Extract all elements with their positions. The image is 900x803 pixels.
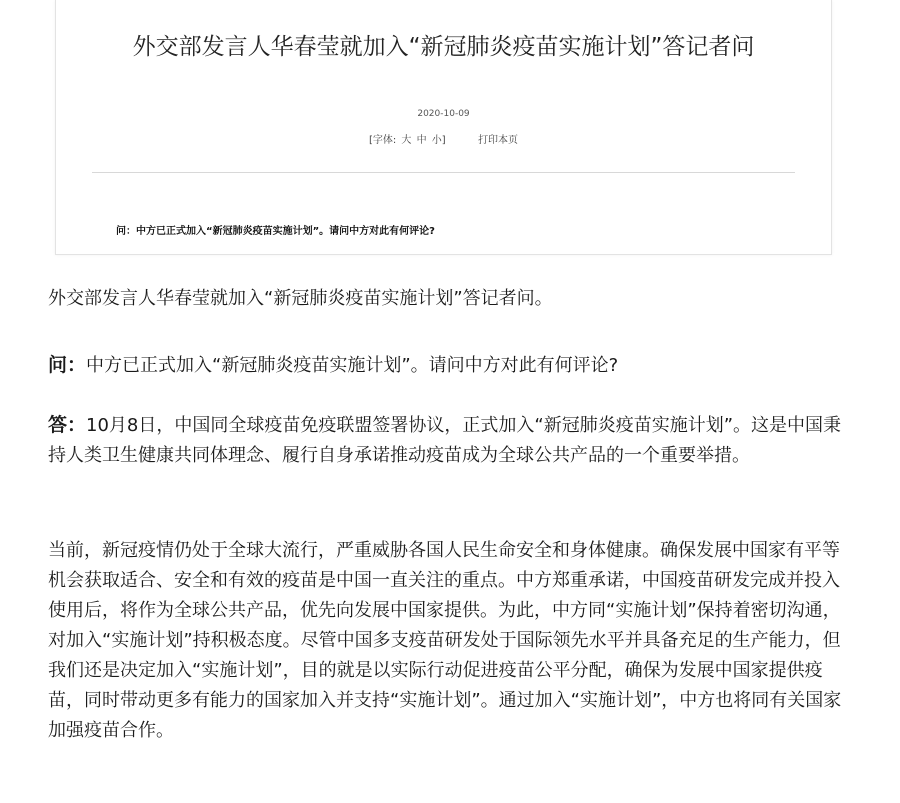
article-tools xyxy=(56,131,831,146)
font-size-small-link[interactable]: 小] xyxy=(431,135,446,146)
article-divider xyxy=(92,172,795,173)
print-page-link[interactable]: 打印本页 xyxy=(478,135,519,146)
intro-paragraph: 外交部发言人华春莹就加入“新冠肺炎疫苗实施计划”答记者问。 xyxy=(48,288,553,309)
font-size-medium-link[interactable]: 中 xyxy=(416,135,427,146)
article-screenshot xyxy=(55,0,832,255)
answer-text: 10月8日，中国同全球疫苗免疫联盟签署协议，正式加入“新冠肺炎疫苗实施计划”。这是中国秉持人类卫生健康共同体理念、履行自身承诺推动疫苗成为全球公共产品的一个重要举措。 xyxy=(48,415,842,466)
question-text: 中方已正式加入“新冠肺炎疫苗实施计划”。请问中方对此有何评论? xyxy=(86,355,619,376)
font-size-large-link[interactable]: 大 xyxy=(401,135,412,146)
font-size-label: [字体: xyxy=(368,135,397,146)
question-paragraph xyxy=(48,350,848,381)
article-title: 外交部发言人华春莹就加入“新冠肺炎疫苗实施计划”答记者问 xyxy=(132,34,755,60)
answer-paragraph xyxy=(48,410,848,471)
article-date: 2020-10-09 xyxy=(417,109,470,119)
article-question-preview: 问：中方已正式加入“新冠肺炎疫苗实施计划”。请问中方对此有何评论? xyxy=(116,226,435,237)
question-marker: 问： xyxy=(48,354,87,376)
body-paragraph-2: 当前，新冠疫情仍处于全球大流行，严重威胁各国人民生命安全和身体健康。确保发展中国家有平等机会获取适合、安全和有效的疫苗是中国一直关注的重点。中方郑重承诺，中国疫苗研发完成并投入使用后，将作为全球公共产品，优先向发展中国家提供。为此，中方同“实施计划”保持着密切沟通，对加入“实施计划”持积极态度。尽管中国多支疫苗研发处于国际领先水平并具备充足的生产能力，但我们还是决定加入“实施计划”，目的就是以实际行动促进疫苗公平分配，确保为发展中国家提供疫苗，同时带动更多有能力的国家加入并支持“实施计划”。通过加入“实施计划”，中方也将同有关国家加强疫苗合作。 xyxy=(48,540,842,741)
answer-marker: 答： xyxy=(48,414,87,436)
